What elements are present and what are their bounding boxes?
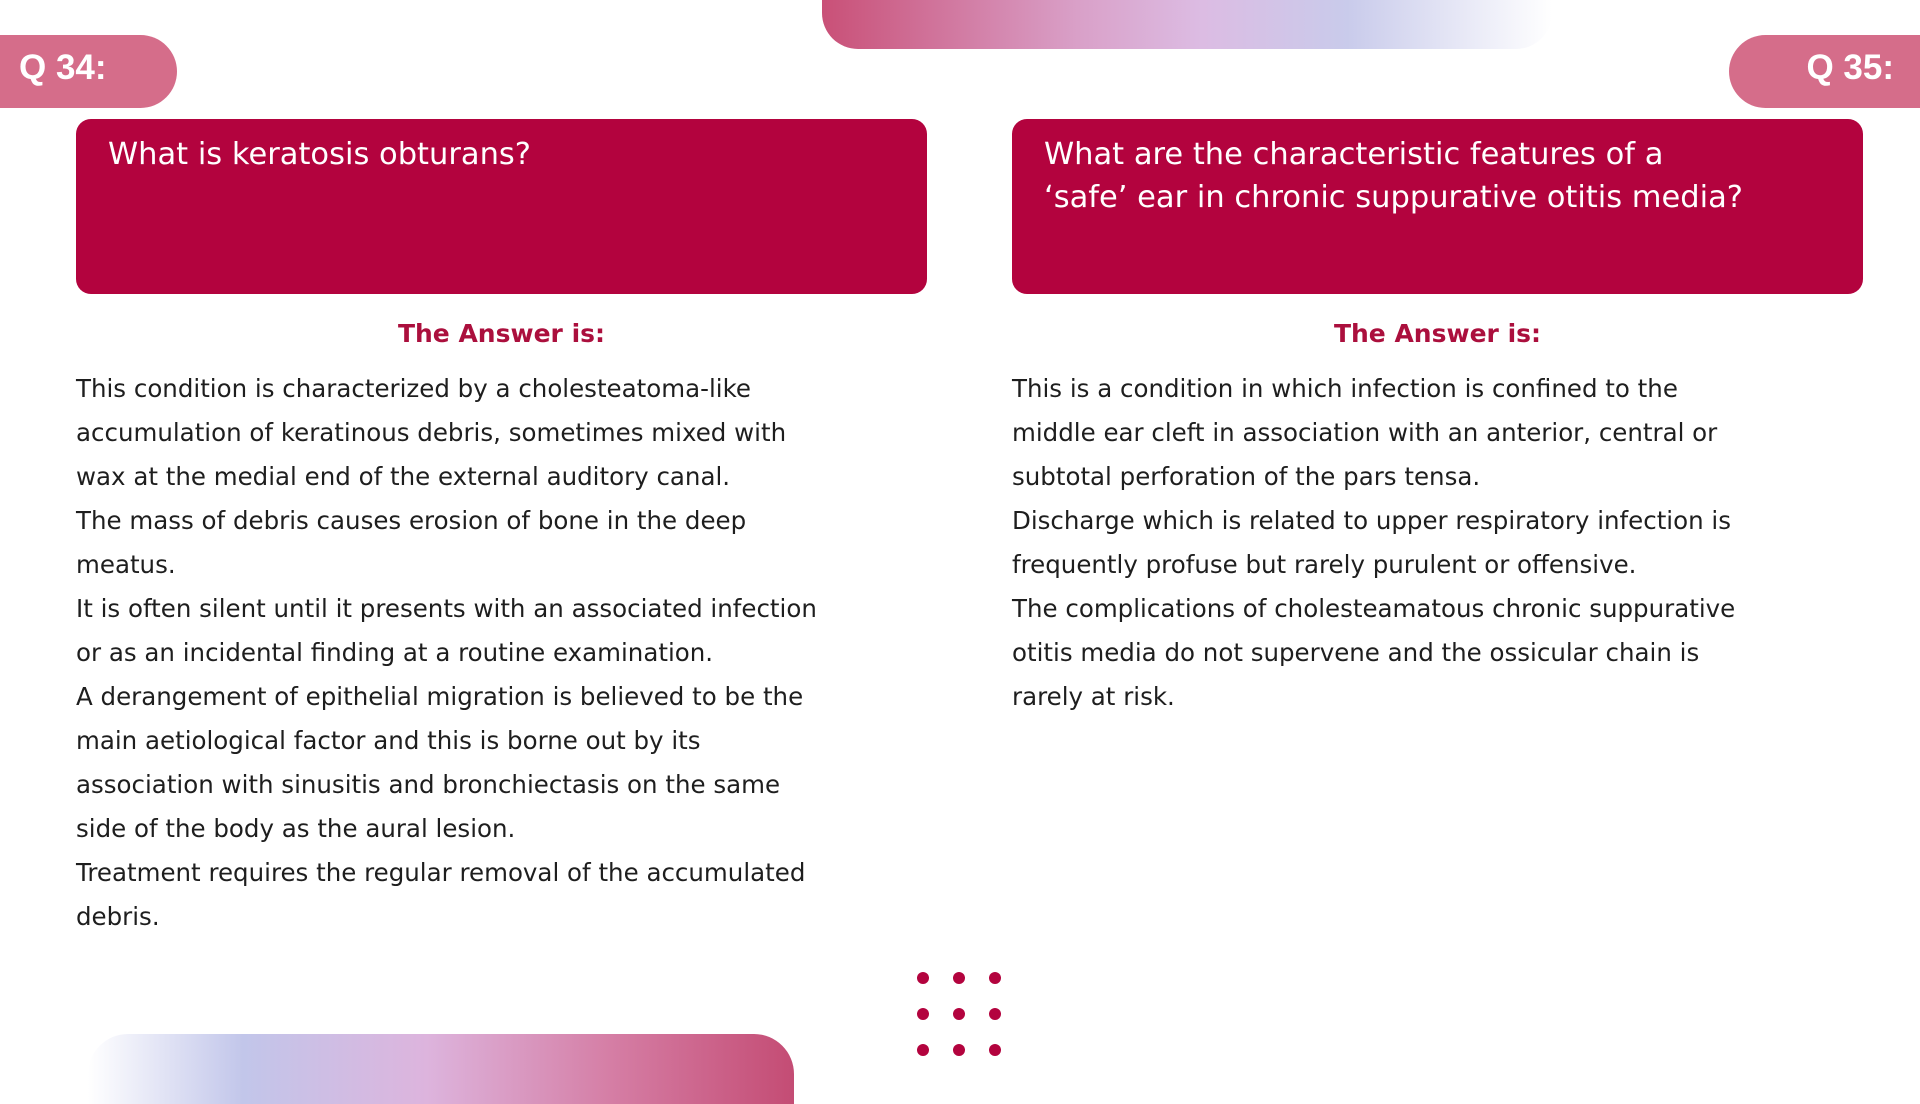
decorative-dot-grid: [917, 972, 1003, 1058]
question-35-text-line: What are the characteristic features of a: [1044, 137, 1664, 172]
decorative-dot: [917, 972, 929, 984]
answer-35-heading: The Answer is:: [1333, 319, 1542, 348]
decorative-dot: [953, 1008, 965, 1020]
answer-34-line: or as an incidental finding at a routine examination.: [76, 638, 714, 667]
answer-34-line: wax at the medial end of the external auditory canal.: [76, 462, 731, 491]
question-35-text-line: ‘safe’ ear in chronic suppurative otitis media?: [1044, 180, 1743, 215]
answer-34-body: [76, 367, 927, 939]
answer-34-line: The mass of debris causes erosion of bone in the deep: [76, 506, 747, 535]
answer-34-line: It is often silent until it presents with an associated infection: [76, 594, 817, 623]
answer-35-line: otitis media do not supervene and the ossicular chain is: [1012, 638, 1700, 667]
answer-35-line: The complications of cholesteamatous chronic suppurative: [1012, 594, 1736, 623]
answer-34-heading: The Answer is:: [397, 319, 606, 348]
answer-35-line: Discharge which is related to upper respiratory infection is: [1012, 506, 1731, 535]
answer-35-line: rarely at risk.: [1012, 682, 1175, 711]
decorative-dot: [953, 1044, 965, 1056]
question-34-card: [76, 119, 927, 939]
question-34-text: What is keratosis obturans?: [108, 137, 531, 172]
answer-35-line: This is a condition in which infection is confined to the: [1012, 374, 1678, 403]
answer-34-line: side of the body as the aural lesion.: [76, 814, 516, 843]
decorative-dot: [917, 1044, 929, 1056]
question-35-tab: Q 35:: [1729, 35, 1920, 108]
answer-34-line: association with sinusitis and bronchiectasis on the same: [76, 770, 781, 799]
answer-35-line: subtotal perforation of the pars tensa.: [1012, 462, 1481, 491]
question-35-box: [1012, 119, 1863, 294]
answer-34-line: accumulation of keratinous debris, sometimes mixed with: [76, 418, 787, 447]
answer-35-line: frequently profuse but rarely purulent or offensive.: [1012, 550, 1637, 579]
answer-34-line: debris.: [76, 902, 160, 931]
decorative-dot: [917, 1008, 929, 1020]
answer-34-line: This condition is characterized by a cholesteatoma-like: [76, 374, 751, 403]
decorative-dot: [989, 972, 1001, 984]
decorative-dot: [989, 1008, 1001, 1020]
decorative-dot: [989, 1044, 1001, 1056]
top-gradient-bar: [822, 0, 1552, 49]
question-34-box: [76, 119, 927, 294]
answer-35-line: middle ear cleft in association with an anterior, central or: [1012, 418, 1718, 447]
answer-34-line: main aetiological factor and this is borne out by its: [76, 726, 701, 755]
question-35-card: [1012, 119, 1863, 719]
answer-34-line: meatus.: [76, 550, 176, 579]
question-34-tab: Q 34:: [0, 35, 177, 108]
answer-35-body: [1012, 367, 1863, 719]
decorative-dot: [953, 972, 965, 984]
answer-34-line: Treatment requires the regular removal of the accumulated: [76, 858, 806, 887]
bottom-gradient-bar: [88, 1034, 794, 1104]
answer-34-line: A derangement of epithelial migration is believed to be the: [76, 682, 804, 711]
